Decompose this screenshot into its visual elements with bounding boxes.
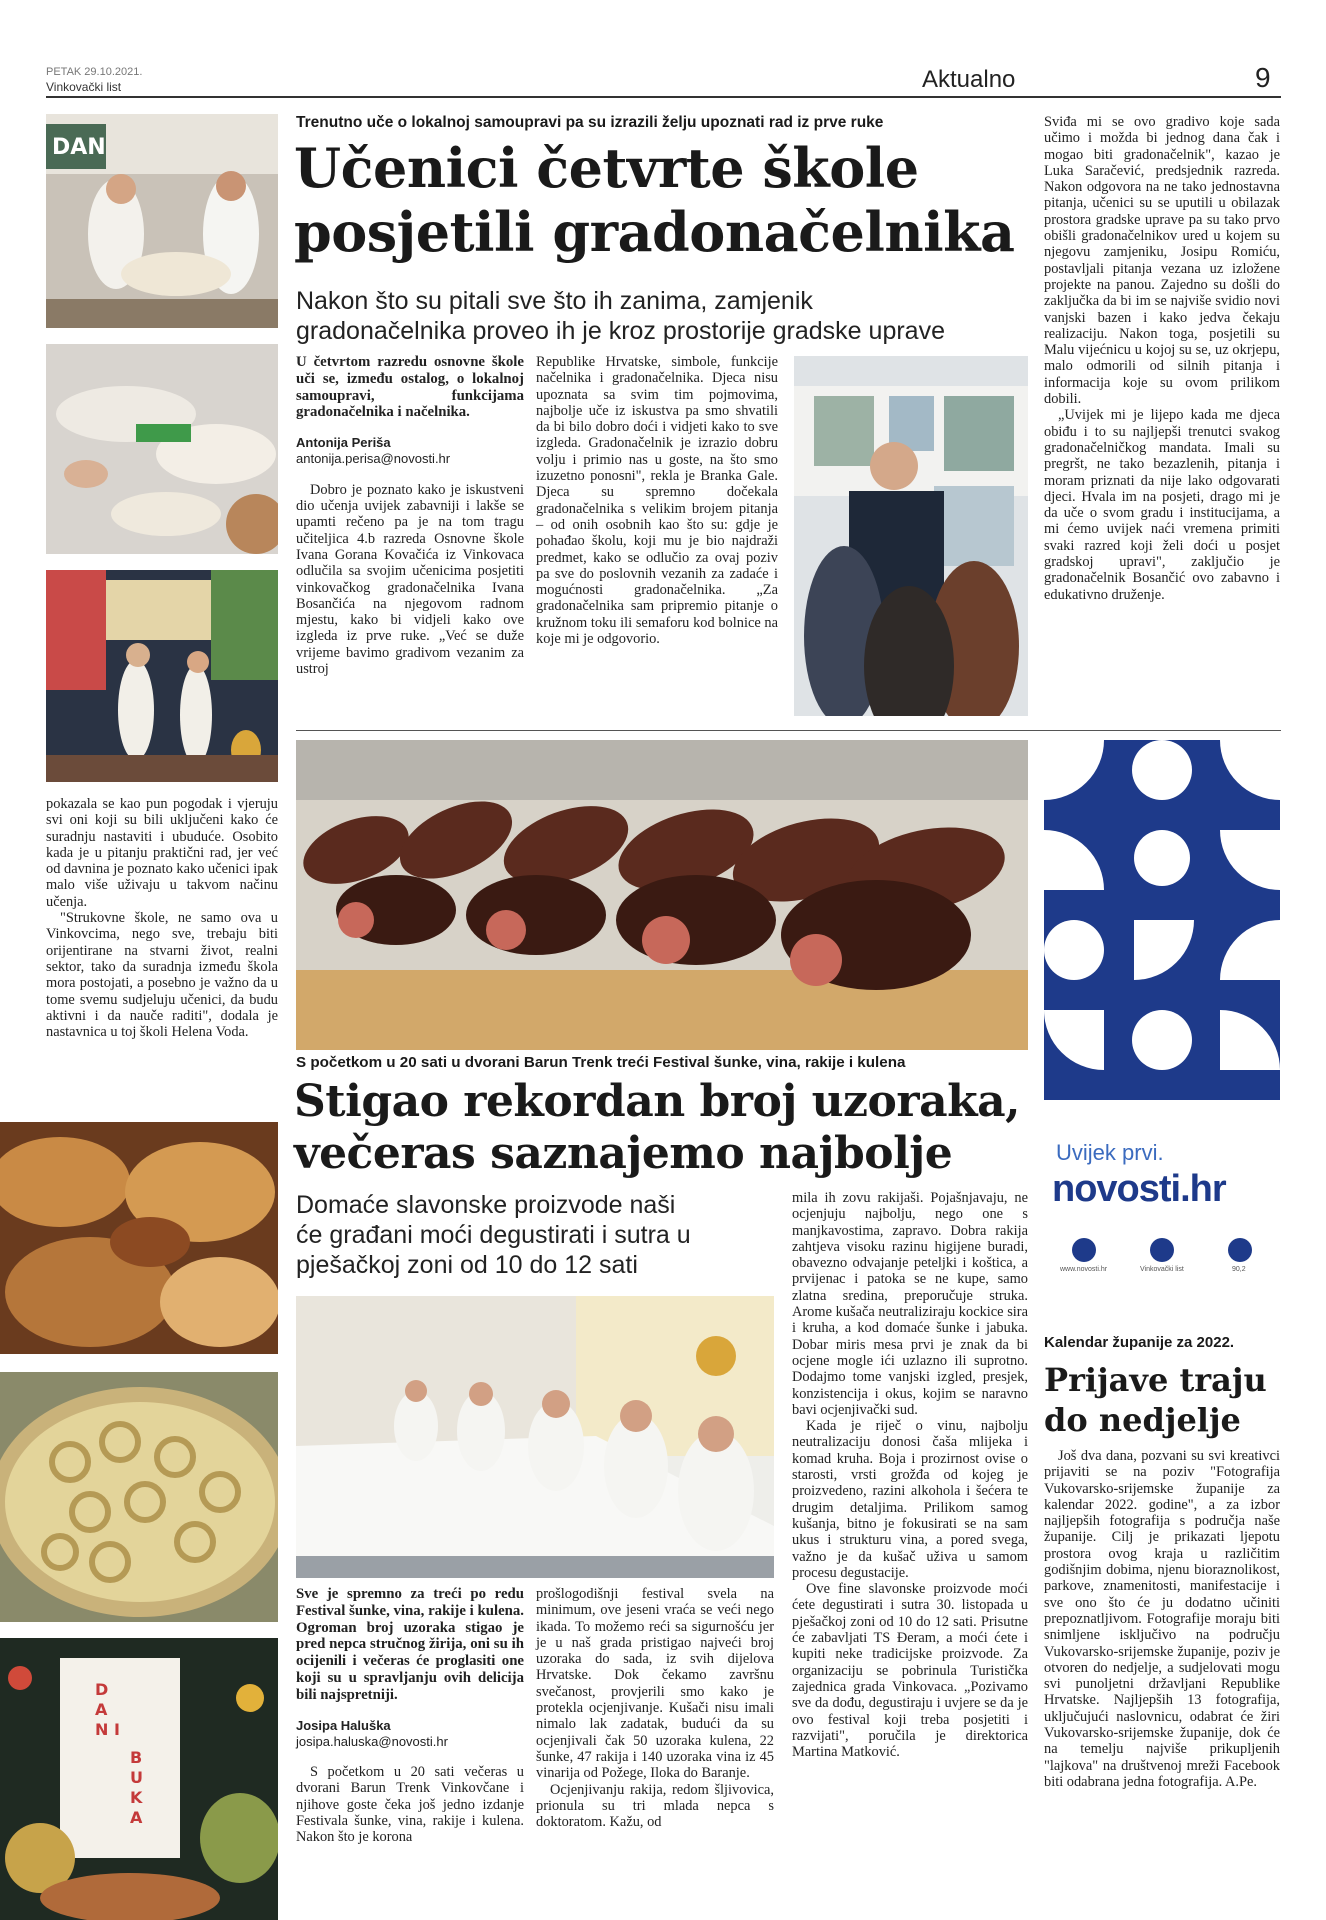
ad-icon-paper: Vinkovački list [1140,1266,1184,1273]
story1-left-column [46,796,278,1040]
story2-col3-p3: Ove fine slavonske proizvode moći ćete degustirati i sutra 30. listopada u pješačkoj zoni od 10 do 12 sati. Prisutne će zabavljati TS Đeram, a moći ćete i kupiti neke tradicijske proizvode. Za organizaciju se pobrinula Turistička zajednica grada Vinkovaca. „Pozivamo sve da dođu, degustiraju i uvjere se da je ovo festival koji treba posjetiti i razvijati", poručila je direktorica Martina Matković. [792,1581,1028,1761]
story2-col3-p2: Kada je riječ o vinu, najbolju neutralizaciju donosi čaša mlijeka i komad kruha. Boja i prozirnost ovise o starosti, vrsti grožđa od kojeg je proizvedeno, razini alkohola i šećera te drugim detaljima. Prilikom samog kušanja, bitno je fokusirati se na sam ukus i strukturu vina, a pored svega, važno je da kušač uživa u samom procesu degustacije. [792,1418,1028,1581]
story1-column-3 [1044,114,1280,603]
photo-jury-tasting [296,1296,774,1578]
story2-headline-line2: večeras saznajemo najbolje [294,1128,953,1179]
photo-bakers [46,114,278,328]
story1-divider [296,730,1281,731]
photo-dough [46,344,278,554]
story1-lead: U četvrtom razredu osnovne škole uči se, između ostalog, o lokalnoj samoupravi, funkcijama gradonačelnika i načelnika. [296,354,524,421]
story2-subhead-line3: pješačkoj zoni od 10 do 12 sati [296,1251,638,1279]
story3-headline [1044,1360,1280,1440]
story2-headline-line1: Stigao rekordan broj uzoraka, [294,1076,1020,1127]
photo-deputy-mayor-with-children [794,356,1028,716]
story1-headline-line1: Učenici četvrte škole [294,136,919,200]
story1-left-p2: "Strukovne škole, ne samo ova u Vinkovcima, nego sve, trebaju biti orijentirane na stvarni život, realni sektor, tako da suradnja između škola mora postojati, a posebno je važno da u tome svemu sudjeluju učenici, da budu aktivni i da nauče raditi", dodala je nastavnica u toj školi Helena Voda. [46,910,278,1041]
story1-email: antonija.perisa@novosti.hr [296,451,451,467]
photo-label-dani: D A N I [95,1680,120,1739]
photo-dried-apples [0,1372,278,1622]
story1-headline-line2: posjetili gradonačelnika [294,200,1015,264]
story3-headline-line2: do nedjelje [1044,1401,1241,1439]
header-page-number: 9 [1255,62,1271,93]
story1-col2-p1: Republike Hrvatske, simbole, funkcije načelnika i gradonačelnika. Djeca nisu upoznata sa svim tim pojmovima, najbolje uče iz iskustva pa smo shvatili da bi bilo dobro doći i vidjeti kako to sve izgleda. Gradonačelnik je izrazio dobru volju i primio nas u goste, na što smo izuzetno ponosni", rekla je Branka Gale. Djeca su spremno dočekala gradonačelnika s velikim brojem pitanja – od onih osobnih kao što su: gdje je pohađao školu, koji mu je bio najdraži predmet, kako se odlučio za ovaj poziv pa sve do poslovnih vezanih za zadaće i mogućnosti gradonačelnika. „Za gradonačelnika sam pripremio pitanje o kružnom toku ili semaforu kod bolnice na koje mi je odgovorio. [536,354,778,648]
ad-icon-radio: 90,2 [1232,1266,1246,1273]
story2-column-1 [296,1586,524,1846]
header-paper: Vinkovački list [46,80,122,94]
story1-col1-p1: Dobro je poznato kako je iskustveni dio učenja uvijek zabavniji i lakše se upamti rečeno pa je na tom tragu učiteljica 4.b razreda Osnovne škole Ivana Gorana Kovačića iz Vinkovaca odlučila sa svojim učenicima posjetiti vinkovačkog gradonačelnika Ivana Bosančića na njegovom radnom mjestu, kako bi vidjeli kako ove izgleda iz prve ruke. „Već se duže vrijeme bavimo gradivom vezanim za ustroj [296,481,524,678]
story3-body: Još dva dana, pozvani su svi kreativci prijaviti se na poziv "Fotografija Vukovarsko-srijemske županije za kalendar 2022. godine", a za izbor najljepših fotografija s područja naše županije. Cilj je prikazati ljepotu prostora ovog kraja u različitim godišnjim dobima, njenu bioraznolikost, parkove, znamenitosti, manifestacije i sve ono što će ju dodatno učiniti prepoznatljivom. Fotografije moraju biti snimljene isključivo na području Vukovarsko-srijemske županije, poziv je otvoren do nedjelje, a sudjelovati mogu svi punoljetni državljani Republike Hrvatske. Najljepših 13 fotografija, uključujući naslovnicu, odabrat će žiri Vukovarsko-srijemske županije, dok će na temelju najviše prikupljenih "lajkova" na društvenoj mreži Facebook biti odabrana jedna fotografija. A.Pe. [1044,1448,1280,1790]
story1-headline [294,136,1034,264]
story3-body-column [1044,1448,1280,1790]
story1-subhead-line2: gradonačelnika proveo ih je kroz prostorije gradske uprave [296,317,945,345]
story3-headline-line1: Prijave traju [1044,1361,1267,1399]
story1-kicker: Trenutno uče o lokalnoj samoupravi pa su izrazili želju upoznati rad iz prve ruke [296,114,884,131]
photo-label-buka: B U K A [130,1748,143,1827]
story2-subhead-line2: će građani moći degustirati i sutra u [296,1221,691,1249]
story2-subhead [296,1190,776,1280]
ad-tagline: Uvijek prvi. [1056,1140,1164,1165]
story2-col3-p1: mila ih zovu rakijaši. Pojašnjavaju, ne ocjenjuju najbolju, nego one s manjkavostima, zapravo. Dobra rakija zahtjeva visoku razinu higijene buradi, obavezno odvajanje peteljki i koštica, a prvijenac i patoka se ne kupe, samo zlatna sredina, preporučuje struka. Arome kušača neutraliziraju kockice sira i kruha, a kod domaće šunke i jabuka. Dobar miris mesa prvi je znak da bi ocjene mogle ići uzlazno ili suprotno. Dodajmo tome vanjski izgled, presjek, konzistencija i okus, kojim se naravno bavi ocjenjivački sud. [792,1190,1028,1418]
photo-dani-buka [0,1638,278,1920]
story2-lead: Sve je spremno za treći po redu Festival šunke, vina, rakije i kulena. Ogroman broj uzoraka stigao je pred nepca stručnog žirija, oni su ih ocijenili i večeras će proglasiti one koji su u spravljanju ovih delicija bili najspretniji. [296,1586,524,1703]
story2-headline [294,1076,1034,1180]
story2-col1-p1: S početkom u 20 sati večeras u dvorani Barun Trenk Vinkovčane i njihove goste čeka još jedno izdanje Festivala šunke, vina, rakije i kulena. Nakon što je korona [296,1764,524,1846]
story2-author: Josipa Haluška [296,1717,391,1733]
story2-col2-p1: prošlogodišnji festival svela na minimum, ove jeseni vraća se veći nego ikada. To možemo reći sa sigurnošću jer je u naš grada pristigao najveći broj uzoraka do sada, iz svih dijelova Hrvatske. Dok čekamo završnu svečanost, provjerili smo kako je protekla ocjenjivanje. Kušači nisu imali nimalo lak zadatak, budući da su ocjenjivali čak 50 uzoraka kulena, 22 šunke, 47 rakija i 140 uzoraka vina iz 45 vinarija od Požege, Iloka do Baranje. [536,1586,774,1782]
story1-author: Antonija Periša [296,435,391,451]
photo-students-stand [46,570,278,782]
story2-column-2 [536,1586,774,1830]
header-rule [46,96,1281,98]
story2-col2-p2: Ocjenjivanju rakija, redom šljivovica, prionula su tri mlada nepca s doktoratom. Kažu, od [536,1781,774,1831]
story1-column-2 [536,354,778,647]
story2-column-3 [792,1190,1028,1760]
ad-icon-web: www.novosti.hr [1060,1266,1108,1273]
story3-kicker: Kalendar županije za 2022. [1044,1334,1235,1351]
svg-text:DAN: DAN [52,135,106,160]
photo-hams-on-table [296,740,1028,1050]
story1-left-p1: pokazala se kao pun pogodak i vjeruju svi oni koji su bili uključeni kako će suradnju nastaviti i ubuduće. Osobito kada je u pitanju praktični rad, jer već od davnina je poznato kako učenici ipak malo više uživaju u takvom načinu učenja. [46,796,278,910]
photo-pastries [0,1122,278,1354]
story1-col3-p2: „Uvijek mi je lijepo kada me djeca obiđu i to su najljepši trenutci svakog gradonačelničkog mandata. Imali su pregršt, ne tako bezazlenih, pitanja i moram priznati da nije lako odgovarati djeci. Hvala im na posjeti, drago mi je da uče o svom gradu i institucijama, a mi ćemo uvijek naći vremena primiti svaki razred koji želi doći u posjet gradskoj upravi", zaključio je gradonačelnik Bosančić ovo zabavno i edukativno druženje. [1044,407,1280,603]
ad-pattern [1044,740,1280,1296]
ad-brand: novosti.hr [1052,1168,1226,1210]
header-date: PETAK 29.10.2021. [46,66,143,78]
story1-column-1 [296,354,524,677]
story2-subhead-line1: Domaće slavonske proizvode naši [296,1191,676,1219]
story1-subhead-line1: Nakon što su pitali sve što ih zanima, zamjenik [296,287,813,315]
novosti-advertisement[interactable] [1044,740,1280,1296]
header-section: Aktualno [922,66,1016,93]
story1-col3-p1: Sviđa mi se ovo gradivo koje sada učimo i možda bi jednog dana čak i mogao biti gradonačelnik", kazao je Luka Saračević, predsjednik razreda. Nakon odgovora na ne tako jednostavna pitanja, učenici su se uputili u obilazak prostora gradske uprave pa su tako prvo obišli gradonačelnikov ured u kojem su njegovu zamjeniku, Josipu Romiću, postavljali pitanja vezana uz izložene projekte na panou. Zajedno su došli do zaključka da bi im se najviše svidio novi vanjski bazen i kako jedva čekaju realizaciju. Nakon toga, posjetili su Malu vijećnicu u kojoj su se, uz okrjepu, malo odmorili od silnih pitanja i informacija koje su ovom prilikom dobili. [1044,114,1280,408]
story2-email: josipa.haluska@novosti.hr [296,1733,448,1749]
story1-subhead [296,286,1036,346]
story2-caption: S početkom u 20 sati u dvorani Barun Trenk treći Festival šunke, vina, rakije i kulena [296,1054,906,1071]
